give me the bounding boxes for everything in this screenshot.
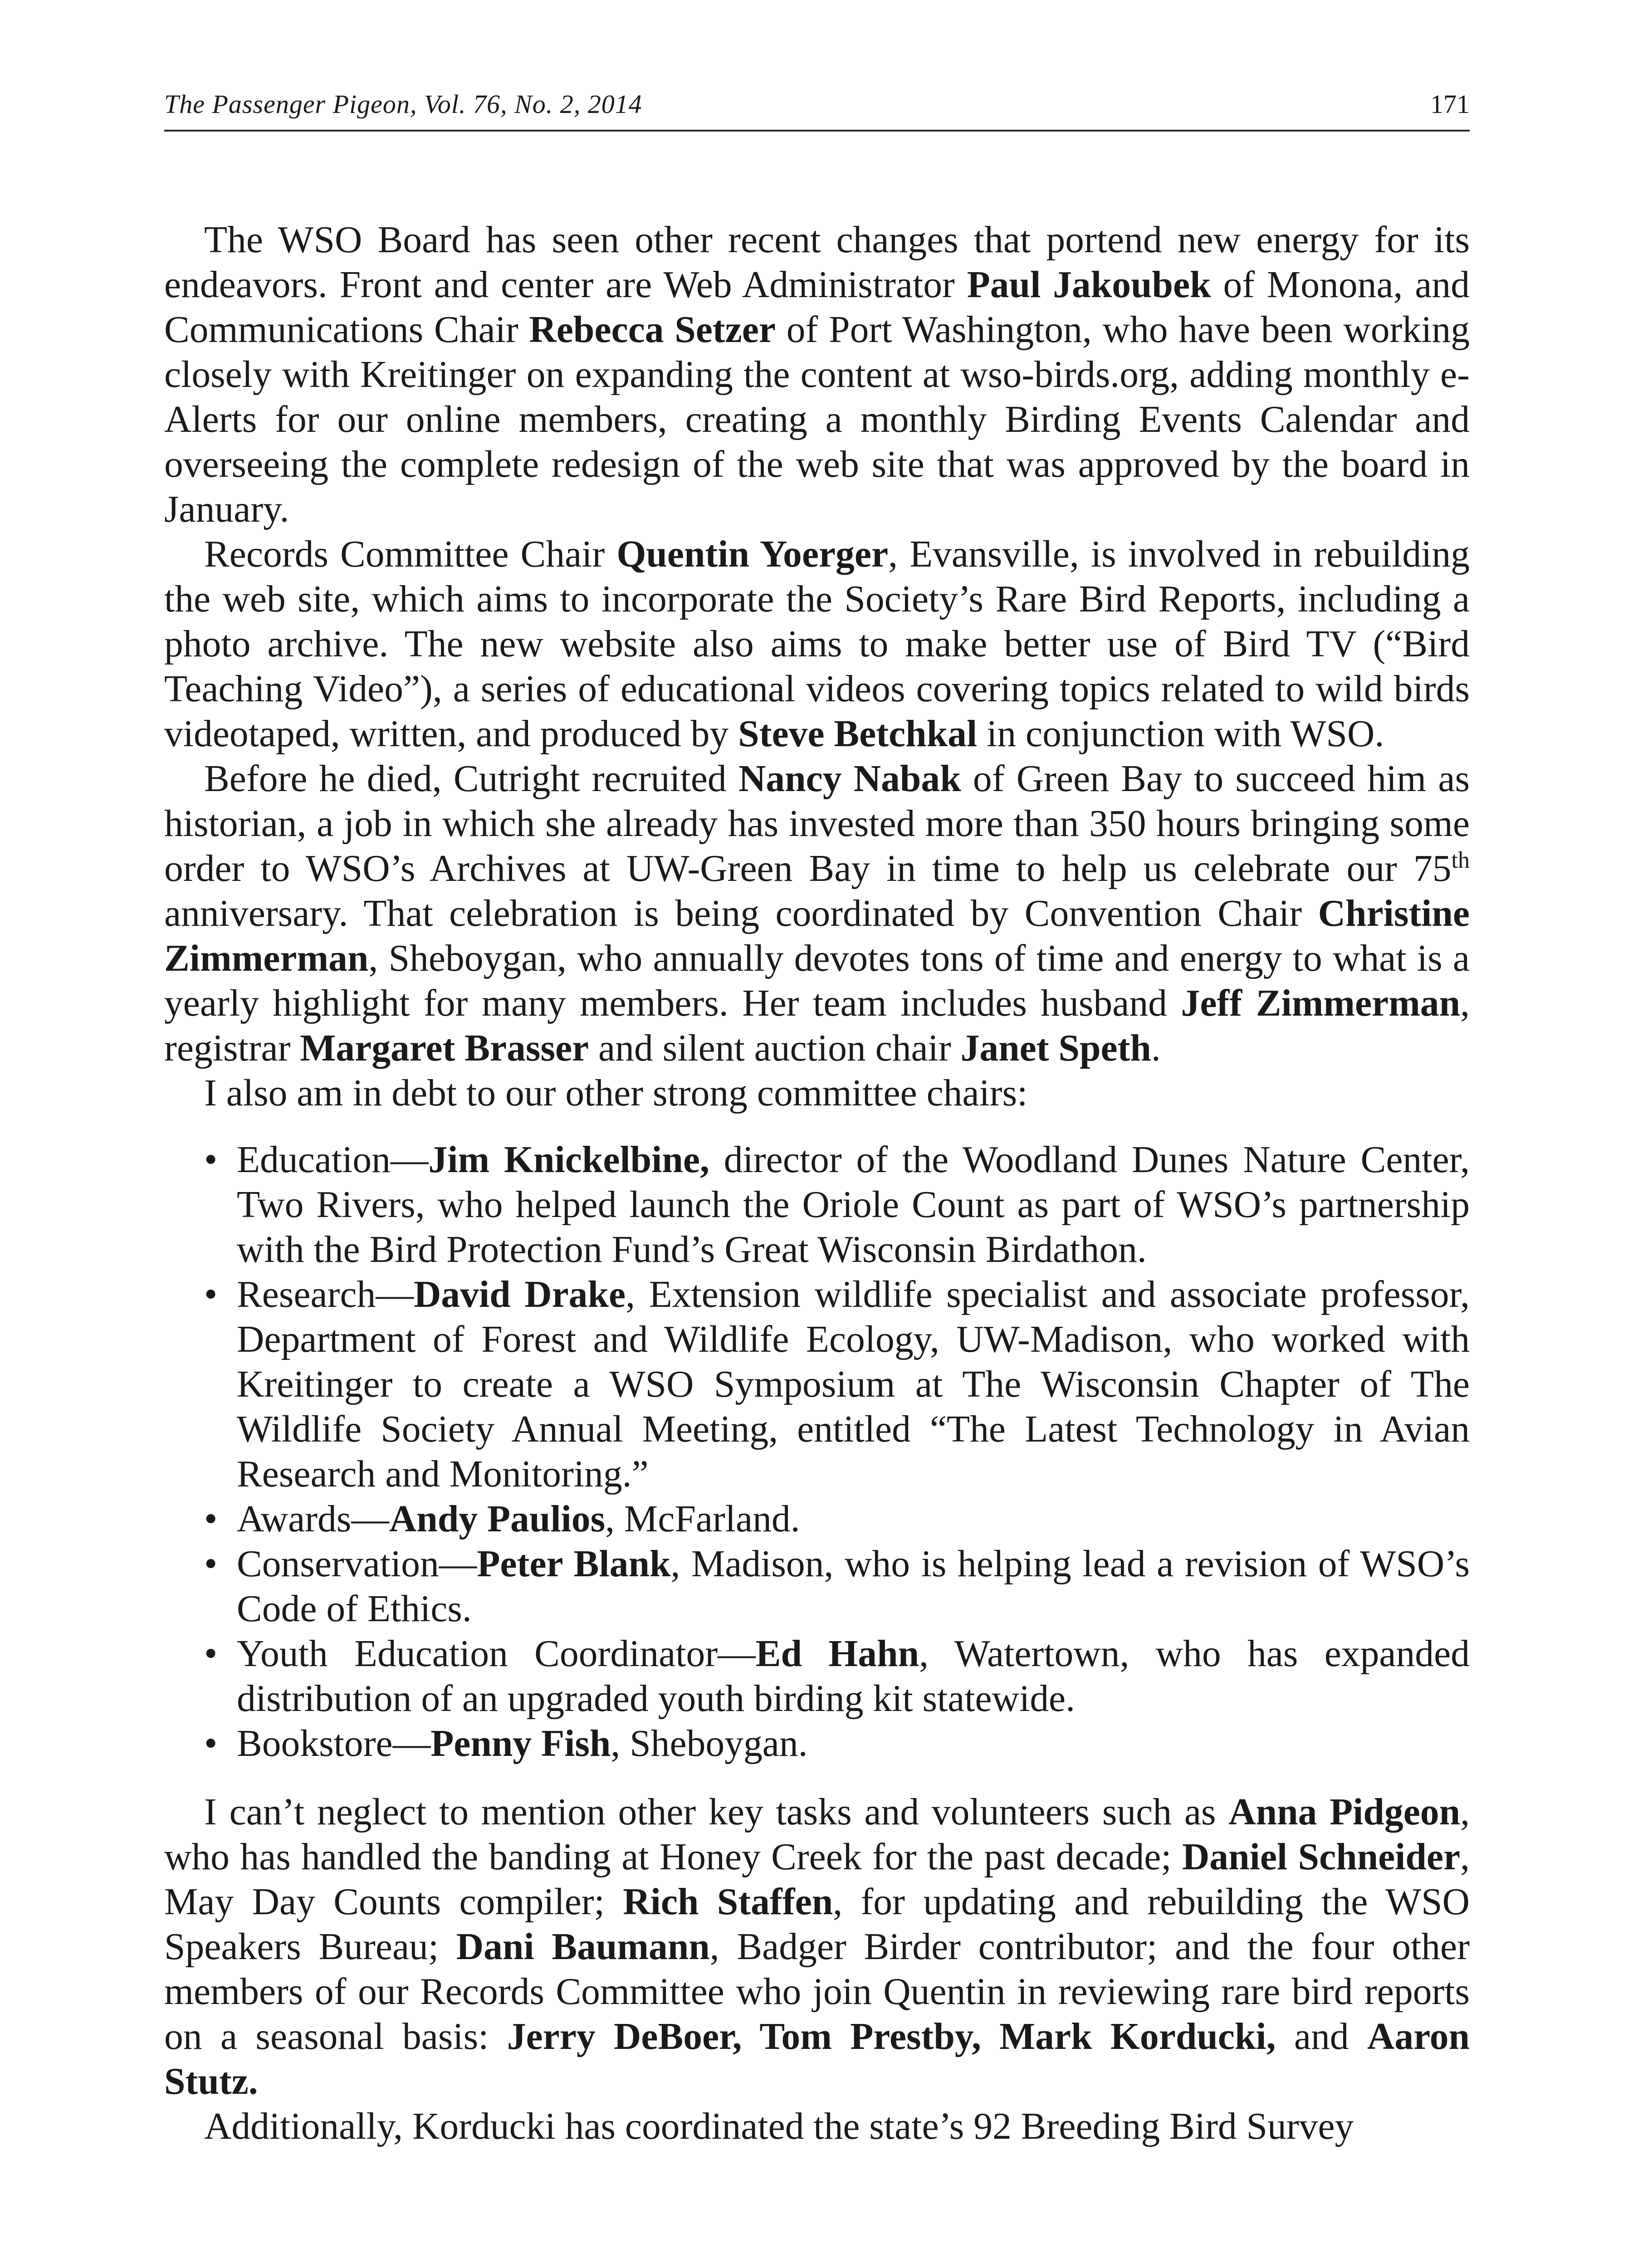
person-name: Rebecca Setzer	[529, 309, 776, 351]
person-name: Jim Knickelbine,	[428, 1139, 709, 1181]
page-number: 171	[1430, 89, 1470, 119]
person-name: Steve Betchkal	[738, 713, 978, 755]
text-run: , Badger Birder contributor; and the four other members of our Records Committee who join Quentin in reviewing rare bird reports on a seasonal basis:	[164, 1926, 1470, 2058]
person-name: David Drake	[413, 1274, 626, 1315]
text-run: , registrar	[164, 982, 1470, 1069]
person-name: Peter Blank	[477, 1543, 671, 1585]
text-run: , who has handled the banding at Honey Creek for the past decade;	[164, 1791, 1470, 1878]
text-run: Before he died, Cutright recruited	[204, 758, 738, 800]
list-item	[164, 1721, 1470, 1766]
article-body	[164, 218, 1470, 2149]
paragraph-board-changes	[164, 218, 1470, 532]
chair-role: Youth Education Coordinator—	[237, 1633, 756, 1675]
bullet-icon: •	[204, 1723, 218, 1765]
person-name: Dani Baumann	[456, 1926, 710, 1968]
text-run: of Port Washington, who have been working closely with Kreitinger on expanding the content at wso-birds.org, adding monthly e-Alerts for our online members, creating a monthly Birding Events Calendar and overseeing the complete redesign of the web site that was approved by the board in January.	[164, 309, 1470, 530]
committee-chairs-list	[164, 1138, 1470, 1766]
list-item	[164, 1138, 1470, 1272]
person-name: Ed Hahn	[755, 1633, 919, 1675]
person-name: Margaret Brasser	[300, 1027, 589, 1069]
text-run: , Sheboygan, who annually devotes tons of time and energy to what is a yearly highlight for many members. Her team includes husband	[164, 938, 1470, 1024]
ordinal-superscript: th	[1451, 847, 1470, 874]
text-run: Records Committee Chair	[204, 533, 617, 575]
text-run: of Monona, and Communications Chair	[164, 264, 1470, 351]
person-name: Nancy Nabak	[738, 758, 961, 800]
person-name: Penny Fish	[430, 1723, 611, 1765]
text-run: , for updating and rebuilding the WSO Speakers Bureau;	[164, 1881, 1470, 1968]
text-run: anniversary. That celebration is being coordinated by Convention Chair	[164, 893, 1318, 934]
chair-role: Education—	[237, 1139, 429, 1181]
text-run: .	[1151, 1027, 1161, 1069]
list-item	[164, 1632, 1470, 1721]
text-run: Additionally, Korducki has coordinated the state’s 92 Breeding Bird Survey	[204, 2106, 1354, 2147]
list-item	[164, 1542, 1470, 1632]
chair-role: Research—	[237, 1274, 414, 1315]
person-name: Daniel Schneider	[1182, 1836, 1461, 1878]
chair-role: Conservation—	[237, 1543, 477, 1585]
text-run: of Green Bay to succeed him as historian, a job in which she already has invested more than 350 hours bringing some order to WSO’s Archives at UW-Green Bay in time to help us celebrate our 75	[164, 758, 1470, 890]
person-name: Christine Zimmerman	[164, 893, 1470, 979]
running-header	[164, 84, 1470, 132]
person-name: Rich Staffen	[623, 1881, 833, 1923]
person-name: Janet Speth	[960, 1027, 1151, 1069]
paragraph-records-committee	[164, 532, 1470, 757]
text-run: , May Day Counts compiler;	[164, 1836, 1470, 1923]
chair-description: , Extension wildlife specialist and associate professor, Department of Forest and Wildlife Ecology, UW-Madison, who worked with Kreitinger to create a WSO Symposium at The Wisconsin Chapter of The Wildlife Society Annual Meeting, entitled “The Latest Technology in Avian Research and Monitoring.”	[237, 1274, 1470, 1495]
list-item	[164, 1272, 1470, 1497]
person-name: Quentin Yoerger	[616, 533, 889, 575]
text-run: The WSO Board has seen other recent changes that portend new energy for its endeavors. Front and center are Web Administrator	[164, 219, 1470, 306]
text-run: I also am in debt to our other strong committee chairs:	[204, 1072, 1028, 1114]
list-item	[164, 1497, 1470, 1542]
paragraph-volunteers	[164, 1790, 1470, 2104]
chair-description: , Madison, who is helping lead a revision of WSO’s Code of Ethics.	[237, 1543, 1470, 1630]
bullet-icon: •	[204, 1543, 218, 1585]
chair-description: director of the Woodland Dunes Nature Center, Two Rivers, who helped launch the Oriole Count as part of WSO’s partnership with the Bird Protection Fund’s Great Wisconsin Birdathon.	[237, 1139, 1470, 1271]
text-run: , Evansville, is involved in rebuilding the web site, which aims to incorporate the Society’s Rare Bird Reports, including a photo archive. The new website also aims to make better use of Bird TV (“Bird Teaching Video”), a series of educational videos covering topics related to wild birds videotaped, written, and produced by	[164, 533, 1470, 755]
text-run: I can’t neglect to mention other key tasks and volunteers such as	[204, 1791, 1229, 1833]
paragraph-breeding-survey	[164, 2104, 1470, 2149]
bullet-icon: •	[204, 1139, 218, 1181]
text-run: and	[1276, 2016, 1367, 2058]
bullet-icon: •	[204, 1633, 218, 1675]
chair-description: , McFarland.	[605, 1498, 800, 1540]
chair-role: Awards—	[237, 1498, 389, 1540]
chair-description: , Watertown, who has expanded distribution of an upgraded youth birding kit statewide.	[237, 1633, 1470, 1720]
bullet-icon: •	[204, 1274, 218, 1315]
journal-title: The Passenger Pigeon, Vol. 76, No. 2, 2014	[164, 89, 642, 119]
text-run: in conjunction with WSO.	[977, 713, 1384, 755]
chair-description: , Sheboygan.	[611, 1723, 808, 1765]
person-name: Jerry DeBoer, Tom Prestby, Mark Korducki,	[507, 2016, 1276, 2058]
text-run: and silent auction chair	[589, 1027, 961, 1069]
chair-role: Bookstore—	[237, 1723, 431, 1765]
paragraph-historian	[164, 757, 1470, 1071]
bullet-icon: •	[204, 1498, 218, 1540]
person-name: Andy Paulios	[389, 1498, 606, 1540]
person-name: Aaron Stutz.	[164, 2016, 1470, 2102]
person-name: Paul Jakoubek	[967, 264, 1211, 306]
person-name: Jeff Zimmerman	[1181, 982, 1461, 1024]
paragraph-committee-intro	[164, 1071, 1470, 1116]
person-name: Anna Pidgeon	[1228, 1791, 1461, 1833]
